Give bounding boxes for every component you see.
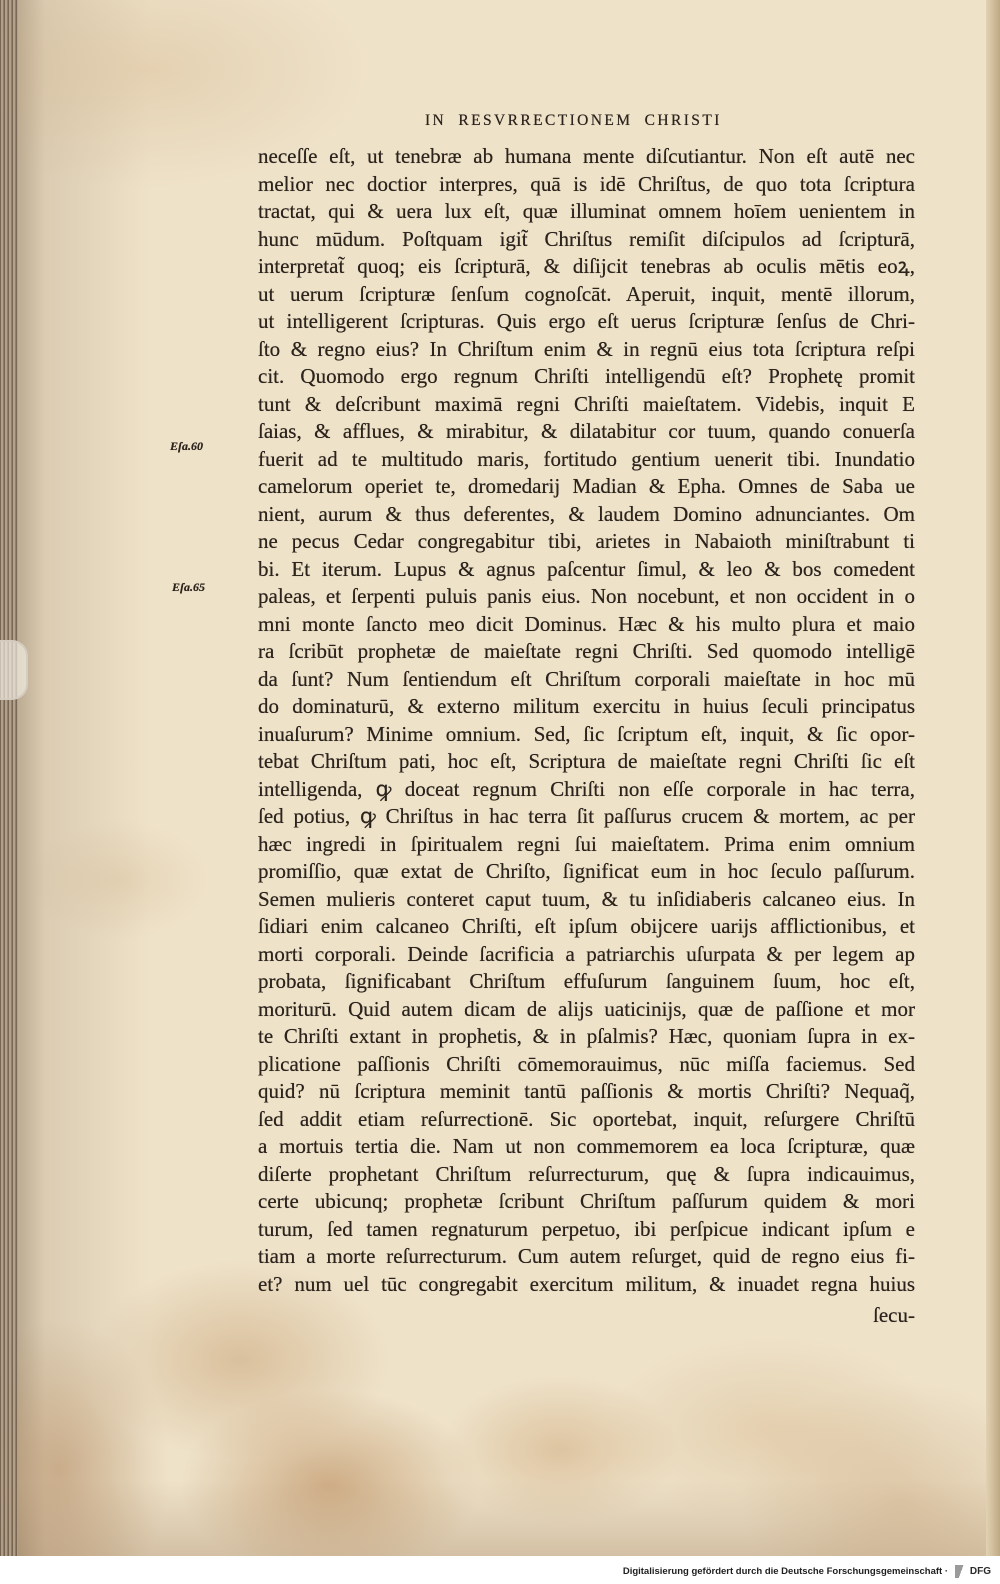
text-line: nient, aurum & thus deferentes, & laudem Domino adnunciantes. Om	[258, 501, 915, 526]
text-line: hæc ingredi in ſpiritualem regni ſui maieſtatem. Prima enim omnium	[258, 831, 915, 856]
text-line: et? num uel tūc congregabit exercitum militum, & inuadet regna huius	[258, 1271, 915, 1296]
text-line: Semen mulieris conteret caput tuum, & tu inſidiaberis calcaneo eius. In	[258, 886, 915, 911]
book-gutter-edge	[0, 0, 18, 1556]
body-text	[258, 143, 915, 1298]
page-right-edge	[986, 0, 1000, 1556]
text-line: tiam a morte reſurrecturum. Cum autem reſurget, quid de regno eius fi-	[258, 1244, 915, 1268]
text-line: camelorum operiet te, dromedarij Madian & Epha. Omnes de Saba ue	[258, 474, 915, 498]
text-line: tebat Chriſtum pati, hoc eſt, Scriptura de maieſtate regni Chriſti ſic eſt	[258, 749, 915, 773]
text-line: te Chriſti extant in prophetis, & in pſalmis? Hæc, quoniam ſupra in ex-	[258, 1024, 915, 1048]
text-line: morti corporali. Deinde ſacrificia a patriarchis uſurpata & per legem ap	[258, 941, 915, 966]
text-line: quid? nū ſcriptura meminit tantū paſſionis & mortis Chriſti? Nequaq̃,	[258, 1079, 915, 1103]
page-tab	[0, 640, 28, 700]
marginal-note: Eſa.65	[172, 580, 205, 594]
text-line: ſidiari enim calcaneo Chriſti, eſt ipſum obijcere uarijs afflictionibus, et	[258, 914, 915, 938]
text-line: ſed addit etiam reſurrectionē. Sic oportebat, inquit, reſurgere Chriſtū	[258, 1106, 915, 1131]
text-line: neceſſe eſt, ut tenebræ ab humana mente diſcutiantur. Non eſt autē nec	[258, 144, 915, 168]
text-line: moriturū. Quid autem dicam de alijs uaticinijs, quæ de paſſione et mor	[258, 996, 915, 1021]
text-line: melior nec doctior interpres, quā is idē Chriſtus, de quo tota ſcriptura	[258, 171, 915, 196]
dfg-logo: DFG	[955, 1565, 993, 1578]
footer-credit: Digitalisierung gefördert durch die Deutsche Forschungsgemeinschaft ·	[622, 1566, 948, 1577]
text-line: diſerte prophetant Chriſtum reſurrecturum, quę & ſupra indicauimus,	[258, 1161, 915, 1186]
text-line: probata, ſignificabant Chriſtum effuſurum ſanguinem ſuum, hoc eſt,	[258, 969, 915, 993]
text-line: ſto & regno eius? In Chriſtum enim & in regnū eius tota ſcriptura reſpi	[258, 336, 915, 361]
text-line: intelligenda, ꝙ doceat regnum Chriſti non eſſe corporale in hac terra,	[258, 776, 915, 801]
text-line: a mortuis tertia die. Nam ut non commemorem ea loca ſcripturæ, quæ	[258, 1134, 915, 1158]
text-line: interpretat̃ quoq; eis ſcripturā, & diſijcit tenebras ab oculis mētis eoꝝ,	[258, 254, 915, 278]
text-line: tunt & deſcribunt maximā regni Chriſti maieſtatem. Videbis, inquit E	[258, 391, 915, 416]
catchword: ſecu-	[873, 1303, 915, 1327]
text-line: bi. Et iterum. Lupus & agnus paſcentur ſimul, & leo & bos comedent	[258, 556, 915, 581]
text-line: promiſſio, quæ extat de Chriſto, ſignificat eum in hoc ſeculo paſſurum.	[258, 859, 915, 883]
running-head: IN RESVRRECTIONEM CHRISTI	[425, 112, 722, 129]
text-line: inuaſurum? Minime omnium. Sed, ſic ſcriptum eſt, inquit, & ſic opor-	[258, 721, 915, 746]
text-line: tractat, qui & uera lux eſt, quæ illuminat omnem hoīem uenientem in	[258, 199, 915, 223]
text-line: plicatione paſſionis Chriſti cōmemorauimus, nūc miſſa faciemus. Sed	[258, 1051, 915, 1076]
text-line: ut uerum ſcripturæ ſenſum cognoſcāt. Aperuit, inquit, mentē illorum,	[258, 281, 915, 306]
text-line: ſaias, & afflues, & mirabitur, & dilatabitur cor tuum, quando conuerſa	[258, 419, 915, 443]
text-line: da ſunt? Num ſentiendum eſt Chriſtum corporali maieſtate in hoc mū	[258, 666, 915, 691]
text-line: ne pecus Cedar congregabitur tibi, arietes in Nabaioth miniſtrabunt ti	[258, 529, 915, 553]
text-line: do dominaturū, & externo militum exercitu in huius ſeculi principatus	[258, 694, 915, 718]
text-line: certe ubicunq; prophetæ ſcribunt Chriſtum paſſurum quidem & mori	[258, 1189, 915, 1213]
text-line: hunc mūdum. Poſtquam igit̃ Chriſtus remiſit diſcipulos ad ſcripturā,	[258, 226, 915, 251]
text-line: fuerit ad te multitudo maris, fortitudo gentium uenerit tibi. Inundatio	[258, 446, 915, 471]
text-line: cit. Quomodo ergo regnum Chriſti intelligendū eſt? Prophetę promit	[258, 364, 915, 388]
text-line: turum, ſed tamen regnaturum perpetuo, ibi perſpicue indicant ipſum e	[258, 1216, 915, 1241]
text-line: mni monte ſancto meo dicit Dominus. Hæc & his multo plura et maio	[258, 611, 915, 636]
marginal-note: Eſa.60	[170, 439, 203, 453]
text-line: ut intelligerent ſcripturas. Quis ergo eſt uerus ſcripturæ ſenſus de Chri-	[258, 309, 915, 333]
text-line: ra ſcribūt prophetæ de maieſtate regni Chriſti. Sed quomodo intelligē	[258, 639, 915, 663]
text-line: paleas, et ſerpenti puluis panis eius. Non nocebunt, et non occident in o	[258, 584, 915, 608]
text-line: ſed potius, ꝙ Chriſtus in hac terra ſit paſſurus crucem & mortem, ac per	[258, 804, 915, 828]
